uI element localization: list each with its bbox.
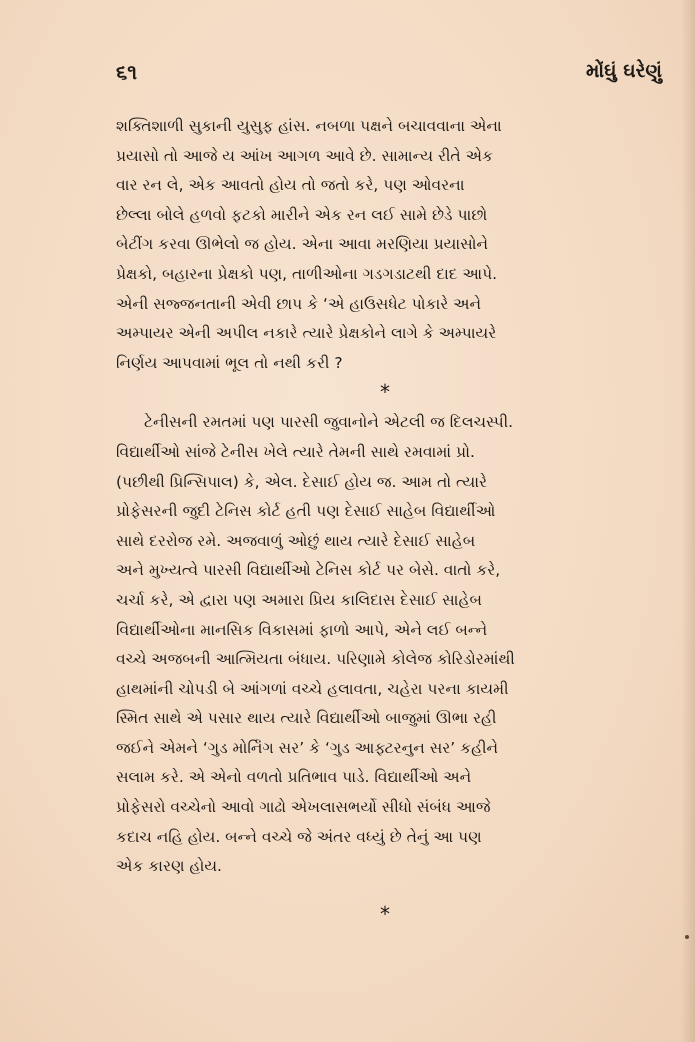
text-line: હાથમાંની ચોપડી બે આંગળાં વચ્ચે હલાવતા, ચહેરા પરના કાયમી: [116, 679, 509, 698]
text-line: પ્રોફેસરની જુદી ટેનિસ કોર્ટ હતી પણ દેસાઈ સાહેબ વિદ્યાર્થીઓ: [116, 502, 496, 521]
paragraph-1: [116, 112, 654, 378]
text-line: નિર્ણય આપવામાં ભૂલ તો નથી કરી ?: [116, 353, 343, 372]
text-line: સાથે દરરોજ રમે. અજવાળું ઓછું થાય ત્યારે દેસાઈ સાહેબ: [116, 531, 476, 550]
section-separator: *: [380, 380, 390, 405]
paragraph-2: [116, 408, 654, 882]
text-line: અને મુખ્યત્વે પારસી વિદ્યાર્થીઓ ટેનિસ કોર્ટ પર બેસે. વાતો કરે,: [116, 561, 501, 580]
text-line: પ્રયાસો તો આજે ય આંખ આગળ આવે છે. સામાન્ય રીતે એક: [116, 146, 493, 165]
body-text: [116, 112, 654, 930]
text-line: એક કારણ હોય.: [116, 857, 222, 876]
text-line: વિદ્યાર્થીઓ સાંજે ટેનીસ ખેલે ત્યારે તેમની સાથે રમવામાં પ્રો.: [116, 442, 475, 461]
text-line: ચર્ચા કરે, એ દ્વારા પણ અમારા પ્રિય કાલિદાસ દેસાઈ સાહેબ: [116, 590, 482, 609]
running-title: મોંઘું ઘરેણું: [586, 60, 662, 82]
end-separator: *: [380, 901, 390, 926]
text-line: એની સજ્જનતાની એવી છાપ કે ‘એ હાઉસધેટ પોકારે અને: [116, 294, 482, 313]
text-line: સ્મિત સાથે એ પસાર થાય ત્યારે વિદ્યાર્થીઓ બાજુમાં ઊભા રહી: [116, 709, 497, 728]
text-line: વચ્ચે અજબની આત્મિયતા બંધાય. પરિણામે કોલેજ કોરિડોરમાંથી: [116, 650, 515, 669]
text-line: જઈને એમને ‘ગુડ મોર્નિંગ સર’ કે ‘ગુડ આફ્ટરનુન સર’ કહીને: [116, 738, 499, 757]
text-line: બેટીંગ કરવા ઊભેલો જ હોય. એના આવા મરણિયા પ્રયાસોને: [116, 235, 489, 254]
text-line: છેલ્લા બોલે હળવો ફટકો મારીને એક રન લઈ સામે છેડે પાછો: [116, 205, 488, 224]
text-line: વાર રન લે, એક આવતો હોય તો જતો કરે, પણ ઓવરના: [116, 176, 465, 195]
text-line: પ્રોફેસરો વચ્ચેનો આવો ગાઢો એખલાસભર્યો સીધો સંબંધ આજે: [116, 798, 491, 817]
text-line: શક્તિશાળી સુકાની યુસુફ હાંસ. નબળા પક્ષને બચાવવાના એના: [116, 117, 502, 135]
text-line: વિદ્યાર્થીઓના માનસિક વિકાસમાં ફાળો આપે, એને લઈ બન્ને: [116, 620, 488, 639]
text-line: પ્રેક્ષકો, બહારના પ્રેક્ષકો પણ, તાળીઓના ગડગડાટથી દાદ આપે.: [116, 264, 498, 283]
page-speck: [685, 935, 689, 939]
text-line: અમ્પાયર એની અપીલ નકારે ત્યારે પ્રેક્ષકોને લાગે કે અમ્પાયરે: [116, 324, 497, 343]
page-edge-shadow: [681, 0, 695, 1042]
text-line: કદાચ નહિ હોય. બન્ને વચ્ચે જે અંતર વધ્યું છે તેનું આ પણ: [116, 827, 482, 846]
text-line: સલામ કરે. એ એનો વળતો પ્રતિભાવ પાડે. વિદ્યાર્થીઓ અને: [116, 768, 472, 787]
text-line: (પછીથી પ્રિન્સિપાલ) કે, એલ. દેસાઈ હોય જ. આમ તો ત્યારે: [116, 472, 488, 491]
text-line: ટેનીસની રમતમાં પણ પારસી જુવાનોને એટલી જ દિલચસ્પી.: [144, 413, 514, 432]
page-header: [116, 60, 662, 92]
page-number: ૬૧: [116, 60, 137, 84]
